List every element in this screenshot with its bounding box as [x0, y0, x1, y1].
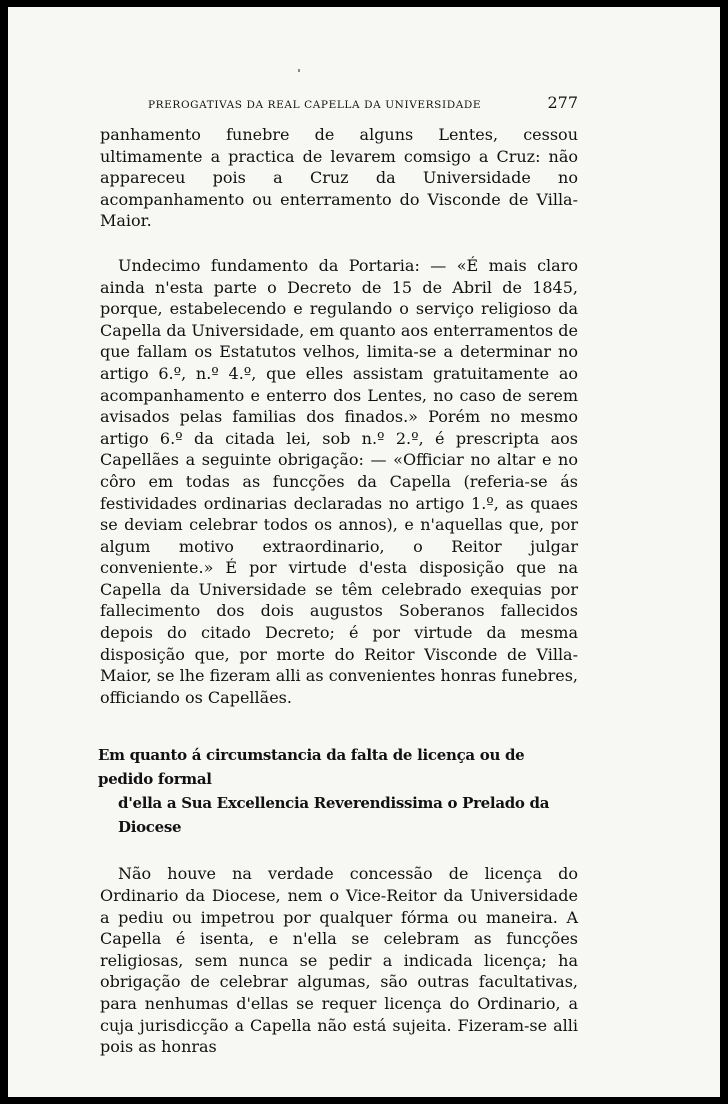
- book-page: [8, 7, 720, 1097]
- paragraph-continued: panhamento funebre de alguns Lentes, cessou ultimamente a practica de levarem comsigo a Cruz: não appareceu pois a Cruz da Universidade no acompanhamento ou enterramento do Visconde de Villa-Maior.: [100, 125, 578, 231]
- section-heading-line-1: Em quanto á circumstancia da falta de licença ou de pedido formal: [98, 746, 525, 789]
- section-heading-line-2: d'ella a Sua Excellencia Reverendissima o Prelado da Diocese: [118, 794, 550, 837]
- paragraph-licenca: Não houve na verdade concessão de licença do Ordinario da Diocese, nem o Vice-Reitor da Universidade a pediu ou impetrou por qualquer fórma ou maneira. A Capella é isenta, e n'ella se celebram as funcções religiosas, sem nunca se pedir a indicada licença; ha obrigação de celebrar algumas, são outras facultativas, para nenhumas d'ellas se requer licença do Ordinario, a cuja jurisdicção a Capella não está sujeita. Fizeram-se alli pois as honras: [100, 864, 578, 1057]
- page-number: 277: [547, 93, 578, 112]
- running-header: [148, 93, 578, 121]
- section-heading: [98, 743, 578, 839]
- page-content: [100, 93, 578, 1058]
- paragraph-undecimo-fundamento: Undecimo fundamento da Portaria: — «É mais claro ainda n'esta parte o Decreto de 15 de Abril de 1845, porque, estabelecendo e regulando o serviço religioso da Capella da Universidade, em quanto aos enterramentos de que fallam os Estatutos velhos, limita-se a determinar no artigo 6.º, n.º 4.º, que elles assistam gratuitamente ao acompanhamento e enterro dos Lentes, no caso de serem avisados pelas familias dos finados.» Porém no mesmo artigo 6.º da citada lei, sob n.º 2.º, é prescripta aos Capellães a seguinte obrigação: — «Officiar no altar e no côro em todas as funcções da Capella (referia-se ás festividades ordinarias declaradas no artigo 1.º, as quaes se deviam celebrar todos os annos), e n'aquellas que, por algum motivo extraordinario, o Reitor julgar conveniente.» É por virtude d'esta disposição que na Capella da Universidade se têm celebrado exequias por fallecimento dos dois augustos Soberanos fallecidos depois do citado Decreto; é por virtude da mesma disposição que, por morte do Reitor Visconde de Villa-Maior, se lhe fizeram alli as convenientes honras funebres, officiando os Capellães.: [100, 255, 578, 707]
- running-title: PREROGATIVAS DA REAL CAPELLA DA UNIVERSIDADE: [148, 99, 482, 111]
- print-speck: [298, 69, 300, 72]
